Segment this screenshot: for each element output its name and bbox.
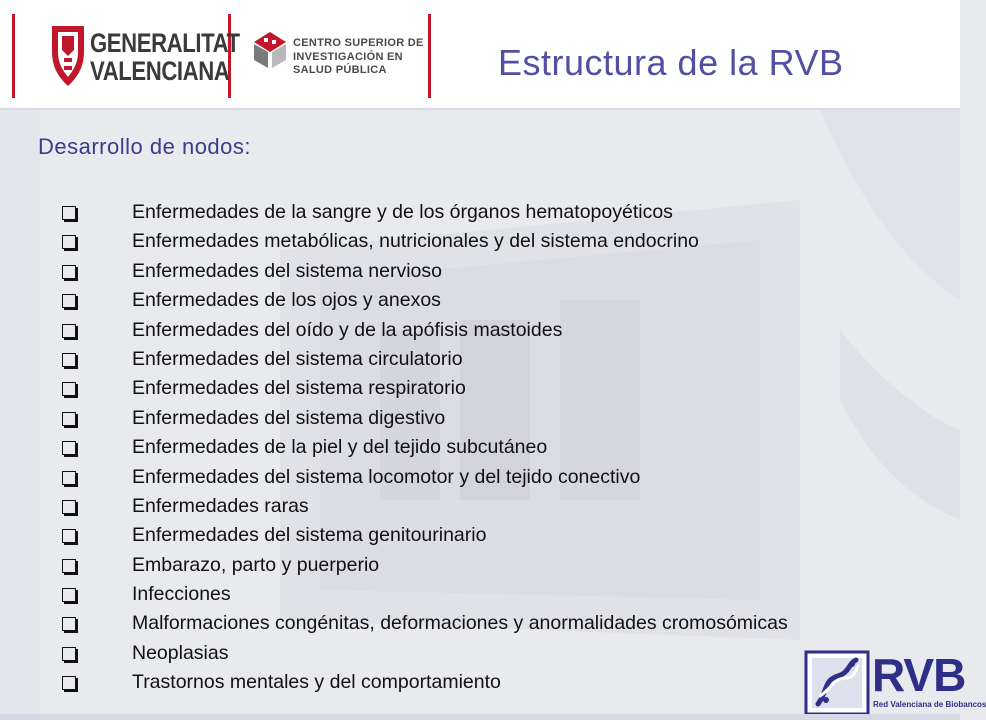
checkbox-bullet-icon (62, 647, 76, 661)
checkbox-bullet-icon (62, 324, 76, 338)
list-item-text: Malformaciones congénitas, deformaciones y anormalidades cromosómicas (132, 612, 788, 635)
list-item-text: Enfermedades raras (132, 494, 309, 517)
checkbox-bullet-icon (62, 441, 76, 455)
list-item-text: Enfermedades del sistema nervioso (132, 259, 442, 282)
csisp-logo-line: CENTRO SUPERIOR DE (293, 37, 424, 49)
checkbox-bullet-icon (62, 412, 76, 426)
checkbox-bullet-icon (62, 500, 76, 514)
list-item-text: Embarazo, parto y puerperio (132, 553, 380, 576)
csisp-logo-line: INVESTIGACIÓN EN (293, 50, 403, 63)
checkbox-bullet-icon (62, 471, 76, 485)
list-item-text: Enfermedades de la sangre y de los órganos hematopoyéticos (132, 201, 673, 223)
rvb-logo-text: RVB (872, 649, 966, 701)
red-divider (428, 14, 431, 98)
checkbox-bullet-icon (62, 529, 76, 543)
list-item-text: Enfermedades del sistema respiratorio (132, 377, 466, 400)
list-item-text: Enfermedades de la piel y del tejido subcutáneo (132, 436, 548, 459)
checkbox-bullet-icon (62, 294, 76, 308)
list-item-text: Neoplasias (132, 641, 229, 664)
list-item-text: Enfermedades del sistema genitourinario (132, 524, 487, 547)
checkbox-bullet-icon (62, 559, 76, 573)
rvb-logo-subtitle: Red Valenciana de Biobancos (873, 700, 986, 709)
valenciana-logo-text: VALENCIANA (90, 56, 230, 86)
checkbox-bullet-icon (62, 676, 76, 690)
list-item-text: Enfermedades del oído y de la apófisis mastoides (132, 318, 563, 341)
csisp-logo-line: SALUD PÚBLICA (293, 64, 387, 76)
checkbox-bullet-icon (62, 265, 76, 279)
list-item-text: Enfermedades del sistema locomotor y del tejido conectivo (132, 465, 641, 488)
section-subtitle: Desarrollo de nodos: (38, 134, 252, 159)
csisp-logo-text (293, 37, 424, 78)
list-item-text: Trastornos mentales y del comportamiento (132, 671, 501, 694)
header-divider (0, 108, 960, 110)
checkbox-bullet-icon (62, 382, 76, 396)
list-item-text: Infecciones (132, 583, 231, 606)
list-item-text: Enfermedades del sistema digestivo (132, 406, 446, 429)
checkbox-bullet-icon (62, 206, 76, 220)
left-red-divider (12, 14, 15, 98)
generalitat-logo-text: GENERALITAT (90, 28, 240, 58)
slide-title: Estructura de la RVB (498, 42, 844, 83)
checkbox-bullet-icon (62, 617, 76, 631)
bottom-strip (0, 714, 960, 720)
list-item-text: Enfermedades metabólicas, nutricionales y del sistema endocrino (132, 230, 699, 253)
checkbox-bullet-icon (62, 235, 76, 249)
csisp-logo-icon (252, 30, 288, 70)
checkbox-bullet-icon (62, 588, 76, 602)
checkbox-bullet-icon (62, 353, 76, 367)
list-item-text: Enfermedades de los ojos y anexos (132, 289, 441, 312)
list-item-text: Enfermedades del sistema circulatorio (132, 347, 463, 370)
